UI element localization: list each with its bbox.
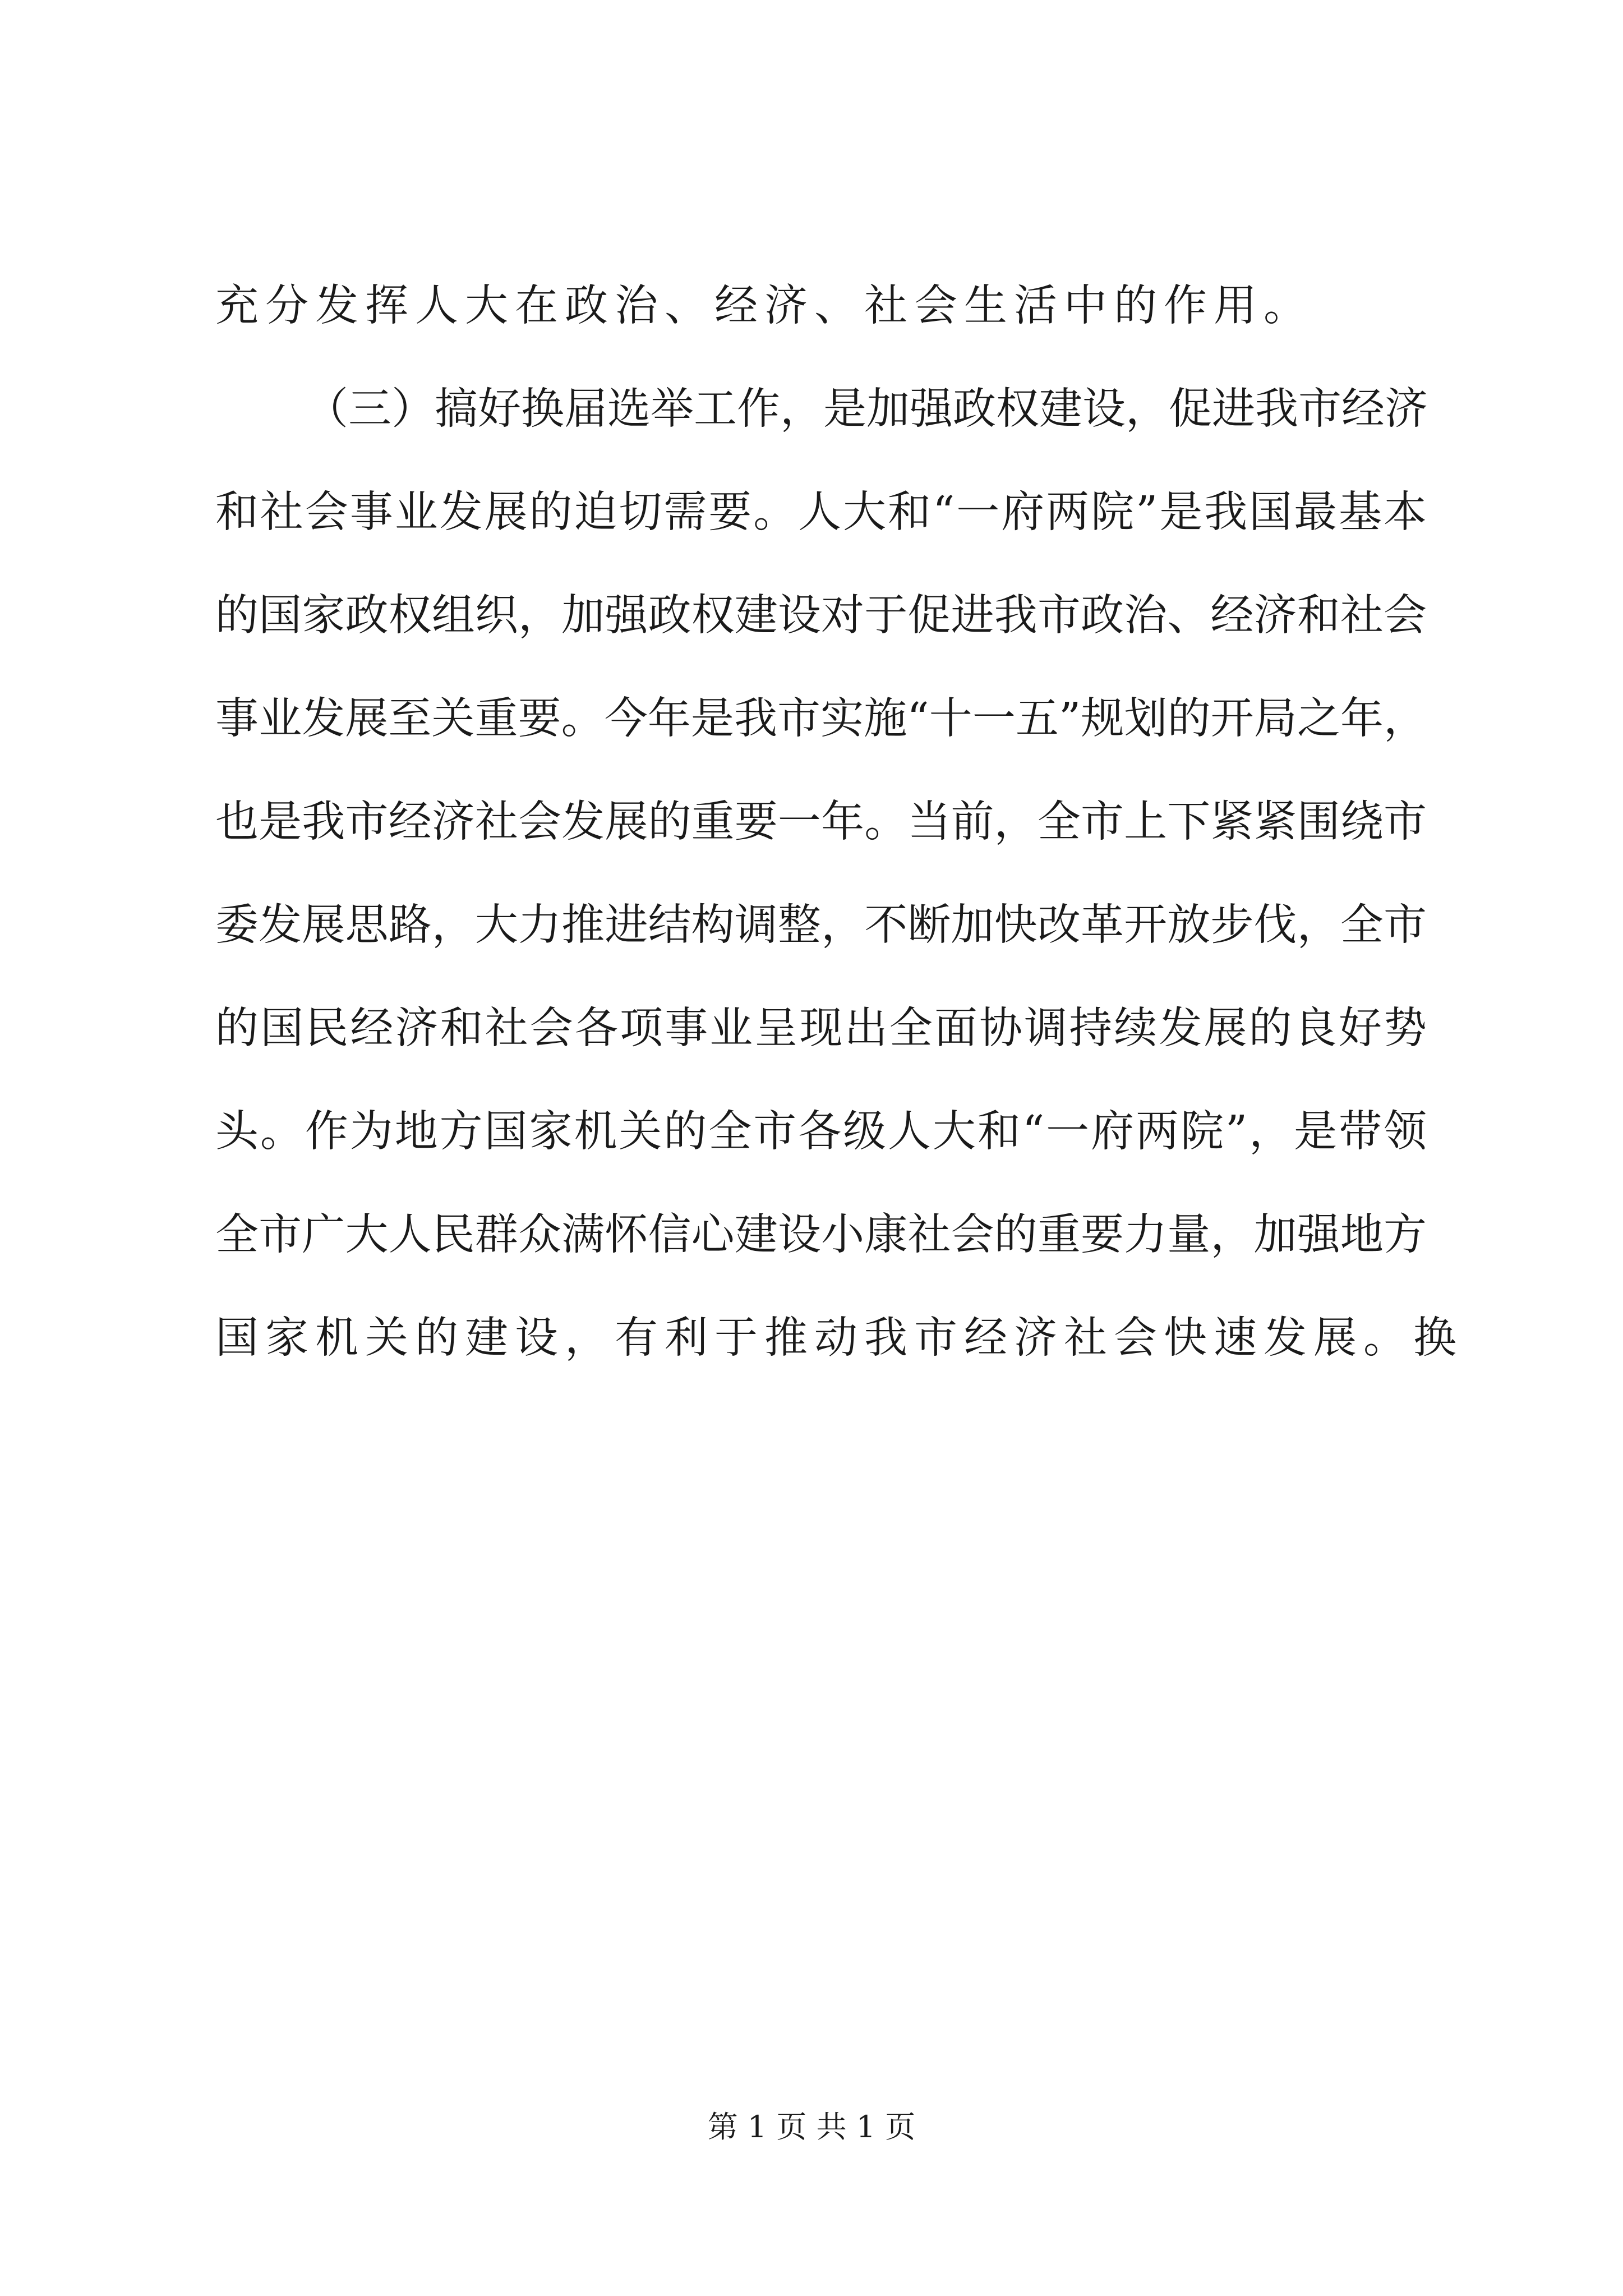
paragraph-line: 全市广大人民群众满怀信心建设小康社会的重要力量，加强地方 [215,1210,1427,1260]
paragraph-line: 的国家政权组织，加强政权建设对于促进我市政治、经济和社会 [215,591,1427,641]
paragraph-line: 也是我市经济社会发展的重要一年。当前，全市上下紧紧围绕市 [215,797,1427,847]
paragraph-line: 充分发挥人大在政治、经济、社会生活中的作用。 [215,281,1313,331]
paragraph-line: 事业发展至关重要。今年是我市实施“十一五”规划的开局之年， [215,694,1427,744]
paragraph-line: （三）搞好换届选举工作，是加强政权建设，促进我市经济 [305,384,1428,434]
paragraph-line: 国家机关的建设，有利于推动我市经济社会快速发展。换 [215,1313,1463,1363]
paragraph-line: 头。作为地方国家机关的全市各级人大和“一府两院”，是带领 [215,1107,1427,1157]
body-text [215,255,1463,1390]
paragraph-line: 委发展思路，大力推进结构调整，不断加快改革开放步伐，全市 [215,900,1427,950]
paragraph-line: 和社会事业发展的迫切需要。人大和“一府两院”是我国最基本 [215,487,1427,537]
page-number-footer: 第 1 页 共 1 页 [707,2109,916,2145]
paragraph-line: 的国民经济和社会各项事业呈现出全面协调持续发展的良好势 [215,1004,1427,1053]
